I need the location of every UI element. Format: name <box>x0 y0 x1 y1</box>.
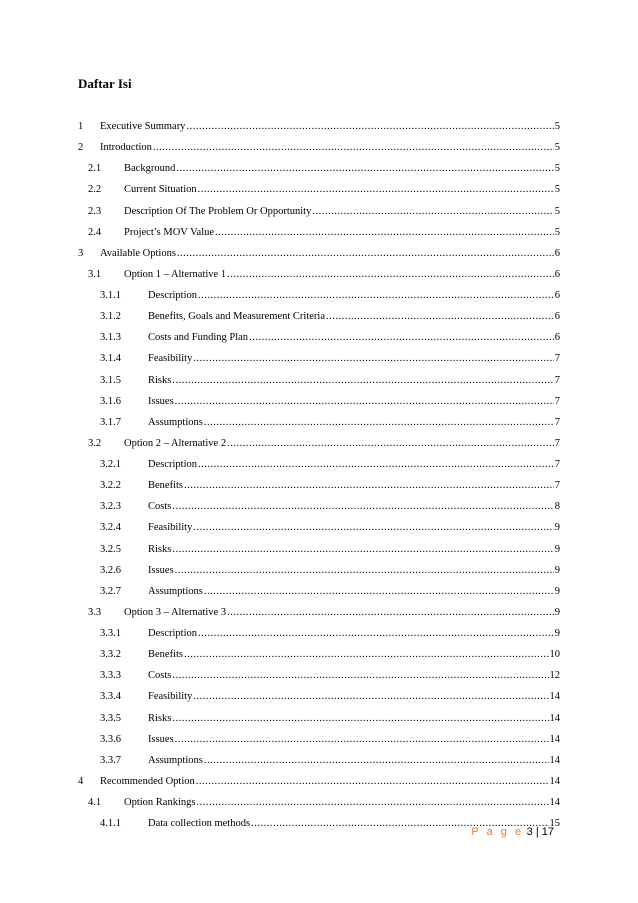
toc-entry[interactable] <box>78 243 560 264</box>
toc-entry-page: 6 <box>554 290 560 301</box>
toc-entry[interactable] <box>78 560 560 581</box>
toc-entry-page: 6 <box>554 311 560 323</box>
toc-entry-page: 5 <box>554 205 560 217</box>
toc-entry[interactable] <box>78 306 560 327</box>
toc-entry-number: 4 <box>78 775 84 787</box>
toc-entry-title: Option 2 – Alternative 2 <box>124 437 227 449</box>
toc-dot-leader <box>198 285 554 306</box>
toc-entry-title: Benefits <box>148 480 183 492</box>
toc-entry-title: Description <box>148 628 197 639</box>
toc-entry[interactable] <box>78 370 560 391</box>
toc-entry-number: 1 <box>78 121 84 132</box>
toc-entry-page: 7 <box>554 395 560 407</box>
toc-dot-leader <box>175 560 554 581</box>
toc-entry[interactable] <box>78 179 560 200</box>
toc-entry-page: 6 <box>554 247 560 259</box>
toc-dot-leader <box>198 623 554 644</box>
toc-entry-title: Executive Summary <box>100 121 186 132</box>
toc-entry-page: 7 <box>554 480 560 492</box>
toc-entry-number: 2 <box>78 142 84 154</box>
toc-dot-leader <box>184 644 549 665</box>
toc-entry-page: 5 <box>554 184 560 196</box>
toc-dot-leader <box>227 264 554 285</box>
toc-entry-number: 2.2 <box>88 184 102 196</box>
toc-dot-leader <box>175 391 554 412</box>
toc-entry-number: 3.1.1 <box>100 290 121 301</box>
toc-entry-number: 3.2.2 <box>100 480 121 492</box>
toc-entry-page: 9 <box>554 522 560 534</box>
table-of-contents <box>78 116 560 834</box>
toc-entry[interactable] <box>78 222 560 243</box>
toc-entry-page: 9 <box>554 564 560 576</box>
toc-entry-number: 3.2.6 <box>100 564 121 576</box>
toc-entry-number: 3.3.6 <box>100 733 121 745</box>
toc-entry-number: 3.1.6 <box>100 395 121 407</box>
toc-entry-title: Costs <box>148 670 172 682</box>
toc-entry[interactable] <box>78 201 560 222</box>
toc-dot-leader <box>198 454 554 475</box>
toc-dot-leader <box>204 581 554 602</box>
toc-dot-leader <box>172 370 553 391</box>
toc-entry-page: 5 <box>554 163 560 175</box>
toc-entry[interactable] <box>78 771 560 792</box>
toc-entry-page: 10 <box>549 649 560 661</box>
toc-entry-title: Option Rankings <box>124 797 196 808</box>
toc-dot-leader <box>193 686 548 707</box>
toc-entry[interactable] <box>78 623 560 644</box>
toc-entry-number: 3.1.3 <box>100 332 121 344</box>
toc-entry-title: Benefits, Goals and Measurement Criteria <box>148 311 325 323</box>
toc-entry-page: 7 <box>554 374 560 386</box>
toc-entry-title: Description <box>148 459 197 470</box>
toc-dot-leader <box>153 137 554 158</box>
toc-entry-number: 2.3 <box>88 205 102 217</box>
toc-entry[interactable] <box>78 729 560 750</box>
toc-entry-page: 7 <box>554 459 560 470</box>
toc-entry-title: Risks <box>148 374 172 386</box>
toc-dot-leader <box>215 222 554 243</box>
toc-entry[interactable] <box>78 539 560 560</box>
footer-page-word: P a g e <box>471 826 524 838</box>
toc-entry-title: Assumptions <box>148 416 203 428</box>
toc-entry-number: 4.1 <box>88 797 102 808</box>
toc-entry-page: 12 <box>549 670 560 682</box>
toc-entry-page: 6 <box>554 268 560 280</box>
toc-dot-leader <box>193 348 553 369</box>
toc-entry-page: 7 <box>554 416 560 428</box>
toc-entry-page: 14 <box>549 775 560 787</box>
toc-dot-leader <box>172 708 548 729</box>
toc-entry[interactable] <box>78 686 560 707</box>
toc-entry-title: Assumptions <box>148 585 203 597</box>
toc-entry-page: 9 <box>554 628 560 639</box>
toc-dot-leader <box>186 116 553 137</box>
page-footer <box>471 826 554 838</box>
toc-entry-number: 3.2.4 <box>100 522 121 534</box>
toc-entry-number: 3.3.7 <box>100 754 121 766</box>
toc-entry[interactable] <box>78 517 560 538</box>
toc-entry[interactable] <box>78 158 560 179</box>
toc-entry[interactable] <box>78 264 560 285</box>
toc-entry[interactable] <box>78 581 560 602</box>
toc-entry-title: Available Options <box>100 247 176 259</box>
toc-entry-page: 5 <box>554 226 560 238</box>
toc-entry-number: 3.3.5 <box>100 712 121 724</box>
toc-entry-page: 14 <box>549 691 560 703</box>
toc-entry-title: Recommended Option <box>100 775 195 787</box>
footer-separator: | <box>535 826 539 838</box>
toc-entry[interactable] <box>78 116 560 137</box>
toc-entry-page: 15 <box>549 818 560 830</box>
toc-entry-number: 3.2.7 <box>100 585 121 597</box>
toc-dot-leader <box>193 517 553 538</box>
toc-entry-page: 14 <box>549 754 560 766</box>
toc-entry[interactable] <box>78 412 560 433</box>
toc-entry-title: Costs <box>148 501 172 513</box>
toc-dot-leader <box>175 729 549 750</box>
toc-entry-title: Risks <box>148 712 172 724</box>
toc-entry[interactable] <box>78 391 560 412</box>
toc-entry-title: Costs and Funding Plan <box>148 332 249 344</box>
toc-dot-leader <box>177 243 554 264</box>
toc-entry-number: 3 <box>78 247 84 259</box>
toc-entry-page: 6 <box>554 332 560 344</box>
toc-entry-page: 7 <box>554 437 560 449</box>
footer-page-number: 3 <box>526 826 533 838</box>
toc-dot-leader <box>249 327 554 348</box>
toc-entry-title: Issues <box>148 564 174 576</box>
toc-entry-page: 14 <box>549 797 560 808</box>
footer-total-pages: 17 <box>541 826 554 838</box>
toc-entry[interactable] <box>78 327 560 348</box>
toc-entry-title: Feasibility <box>148 353 193 365</box>
toc-dot-leader <box>204 412 554 433</box>
toc-entry-title: Option 1 – Alternative 1 <box>124 268 227 280</box>
toc-entry-number: 3.3.4 <box>100 691 121 703</box>
toc-entry-title: Description Of The Problem Or Opportunity <box>124 205 312 217</box>
toc-entry[interactable] <box>78 454 560 475</box>
toc-entry-page: 5 <box>554 142 560 154</box>
toc-dot-leader <box>196 771 549 792</box>
toc-entry-title: Current Situation <box>124 184 197 196</box>
toc-entry-page: 9 <box>554 543 560 555</box>
toc-entry[interactable] <box>78 644 560 665</box>
toc-entry-page: 14 <box>549 712 560 724</box>
toc-entry-page: 5 <box>554 121 560 132</box>
toc-heading: Daftar Isi <box>78 76 132 91</box>
toc-entry-title: Risks <box>148 543 172 555</box>
toc-entry-title: Benefits <box>148 649 183 661</box>
toc-dot-leader <box>227 433 554 454</box>
toc-dot-leader <box>172 496 553 517</box>
toc-entry-number: 3.2 <box>88 437 102 449</box>
toc-entry-number: 3.1 <box>88 268 102 280</box>
toc-entry-page: 7 <box>554 353 560 365</box>
toc-entry-title: Background <box>124 163 176 175</box>
toc-entry-title: Issues <box>148 395 174 407</box>
toc-entry-number: 3.3.2 <box>100 649 121 661</box>
toc-entry-number: 3.1.2 <box>100 311 121 323</box>
toc-entry-number: 3.3 <box>88 606 102 618</box>
toc-entry-number: 3.3.3 <box>100 670 121 682</box>
toc-dot-leader <box>196 792 548 813</box>
toc-entry-title: Feasibility <box>148 522 193 534</box>
toc-entry[interactable] <box>78 496 560 517</box>
toc-entry[interactable] <box>78 792 560 813</box>
toc-entry[interactable] <box>78 137 560 158</box>
toc-dot-leader <box>312 201 553 222</box>
toc-entry-title: Feasibility <box>148 691 193 703</box>
toc-entry[interactable] <box>78 348 560 369</box>
toc-entry-number: 3.2.3 <box>100 501 121 513</box>
toc-entry-title: Description <box>148 290 197 301</box>
toc-entry-number: 2.1 <box>88 163 102 175</box>
toc-dot-leader <box>172 665 548 686</box>
toc-dot-leader <box>204 750 549 771</box>
toc-entry-number: 3.3.1 <box>100 628 121 639</box>
toc-entry-title: Assumptions <box>148 754 203 766</box>
toc-entry-number: 3.2.1 <box>100 459 121 470</box>
toc-entry[interactable] <box>78 433 560 454</box>
toc-entry-number: 3.1.4 <box>100 353 121 365</box>
toc-entry-page: 9 <box>554 606 560 618</box>
toc-entry-title: Data collection methods <box>148 818 251 830</box>
toc-entry-number: 3.1.7 <box>100 416 121 428</box>
toc-entry-number: 4.1.1 <box>100 818 121 830</box>
toc-entry[interactable] <box>78 602 560 623</box>
toc-entry[interactable] <box>78 285 560 306</box>
toc-entry[interactable] <box>78 750 560 771</box>
toc-dot-leader <box>326 306 554 327</box>
toc-entry[interactable] <box>78 475 560 496</box>
toc-entry-page: 8 <box>554 501 560 513</box>
toc-entry-title: Project’s MOV Value <box>124 226 215 238</box>
toc-dot-leader <box>198 179 554 200</box>
toc-entry-title: Option 3 – Alternative 3 <box>124 606 227 618</box>
toc-dot-leader <box>172 539 553 560</box>
toc-dot-leader <box>176 158 553 179</box>
toc-entry-title: Issues <box>148 733 174 745</box>
toc-entry-page: 14 <box>549 733 560 745</box>
toc-dot-leader <box>184 475 554 496</box>
toc-dot-leader <box>227 602 554 623</box>
toc-entry-number: 3.1.5 <box>100 374 121 386</box>
toc-entry-page: 9 <box>554 585 560 597</box>
toc-entry[interactable] <box>78 708 560 729</box>
toc-entry-number: 2.4 <box>88 226 102 238</box>
toc-entry[interactable] <box>78 665 560 686</box>
toc-entry-number: 3.2.5 <box>100 543 121 555</box>
toc-entry-title: Introduction <box>100 142 152 154</box>
